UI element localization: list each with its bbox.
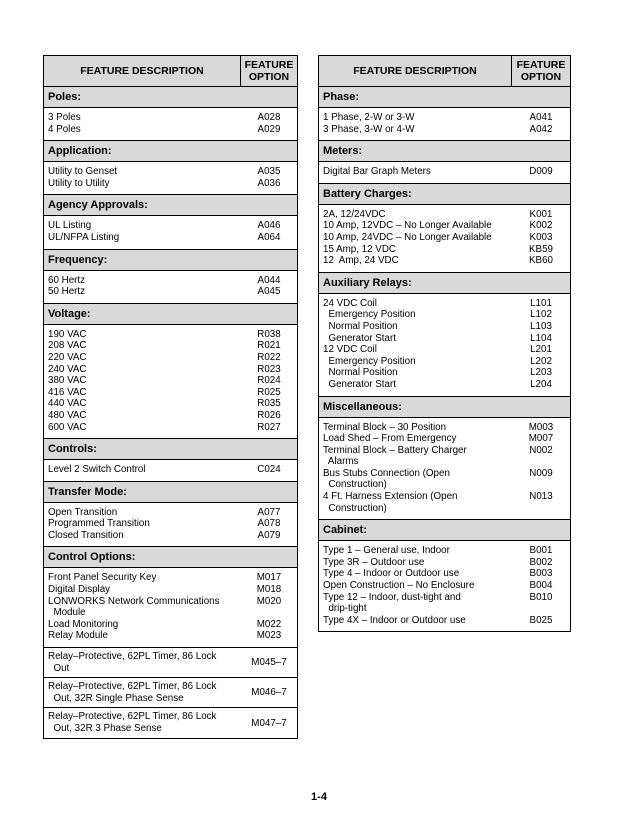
- feature-code: L204: [530, 378, 552, 390]
- relay-option-row: [44, 707, 297, 737]
- feature-code: B010: [529, 591, 553, 603]
- feature-row: [44, 275, 297, 287]
- feature-description: Terminal Block – Battery Charger: [323, 444, 467, 456]
- feature-row: [319, 557, 570, 569]
- feature-row: [44, 375, 297, 387]
- feature-code: D009: [529, 166, 553, 178]
- feature-description: Programmed Transition: [48, 518, 150, 530]
- feature-description: Front Panel Security Key: [48, 572, 157, 584]
- feature-description: Construction): [323, 479, 387, 491]
- section-title: Transfer Mode:: [44, 481, 297, 503]
- feature-description: 4 Poles: [48, 123, 81, 135]
- section-title: Battery Charges:: [319, 183, 570, 205]
- feature-row: [44, 387, 297, 399]
- relay-code: M047–7: [251, 717, 287, 729]
- feature-description: 220 VAC: [48, 351, 87, 363]
- feature-row: [319, 603, 570, 615]
- feature-description: Terminal Block – 30 Position: [323, 421, 447, 433]
- feature-row: [319, 112, 570, 124]
- feature-code: L103: [530, 320, 552, 332]
- feature-code: R025: [257, 386, 281, 398]
- feature-code: R021: [257, 340, 281, 352]
- section: [44, 438, 297, 481]
- feature-description: Type 12 – Indoor, dust-tight and: [323, 591, 461, 603]
- feature-code: K003: [529, 231, 553, 243]
- page-number: 1-4: [311, 791, 327, 803]
- feature-description: 50 Hertz: [48, 286, 86, 298]
- feature-description: 10 Amp, 12VDC – No Longer Available: [323, 220, 492, 232]
- feature-code: L203: [530, 367, 552, 379]
- feature-code: A064: [257, 231, 281, 243]
- feature-code: N009: [529, 467, 553, 479]
- section-title: Meters:: [319, 140, 570, 162]
- relay-description-line: Out: [48, 662, 70, 674]
- feature-code: R023: [257, 363, 281, 375]
- feature-row: [319, 580, 570, 592]
- feature-description: 3 Poles: [48, 112, 81, 123]
- feature-row: [319, 166, 570, 178]
- feature-row: [319, 232, 570, 244]
- relay-code: M046–7: [251, 687, 287, 699]
- feature-row: [319, 468, 570, 480]
- feature-code: M022: [256, 618, 282, 630]
- feature-row: [44, 464, 297, 476]
- feature-description: Load Shed – From Emergency: [323, 433, 457, 445]
- section: [44, 194, 297, 248]
- section: [319, 87, 570, 140]
- feature-row: [44, 286, 297, 298]
- relay-option-row: [44, 677, 297, 707]
- header-description: FEATURE DESCRIPTION: [44, 56, 241, 86]
- feature-code: A041: [529, 112, 553, 123]
- feature-row: [319, 568, 570, 580]
- feature-code: K001: [529, 208, 553, 220]
- feature-code: L201: [530, 344, 552, 356]
- feature-code: A042: [529, 123, 553, 135]
- feature-description: 3 Phase, 3-W or 4-W: [323, 123, 415, 135]
- relay-description-line: Out, 32R 3 Phase Sense: [48, 723, 162, 734]
- header-option: FEATURE OPTION: [244, 59, 294, 83]
- feature-row: [319, 321, 570, 333]
- feature-row: [319, 356, 570, 368]
- relay-description: [44, 711, 241, 734]
- feature-row: [319, 615, 570, 627]
- feature-code: L104: [530, 332, 552, 344]
- section-title: Cabinet:: [319, 519, 570, 541]
- feature-description: Type 4 – Indoor or Outdoor use: [323, 568, 460, 580]
- feature-code: R022: [257, 351, 281, 363]
- feature-code: M007: [528, 433, 554, 445]
- feature-row: [44, 340, 297, 352]
- feature-code: M018: [256, 584, 282, 596]
- feature-description: Utility to Genset: [48, 166, 118, 178]
- section-title: Poles:: [44, 87, 297, 108]
- feature-description: Type 4X – Indoor or Outdoor use: [323, 614, 466, 626]
- feature-row: [44, 507, 297, 519]
- feature-row: [319, 445, 570, 457]
- feature-row: [44, 364, 297, 376]
- section: [319, 519, 570, 631]
- feature-description: 10 Amp, 24VDC – No Longer Available: [323, 231, 492, 243]
- feature-description: Utility to Utility: [48, 177, 110, 189]
- feature-row: [319, 333, 570, 345]
- feature-row: [44, 112, 297, 124]
- section-title: Application:: [44, 140, 297, 162]
- feature-code: A045: [257, 286, 281, 298]
- feature-row: [44, 530, 297, 542]
- feature-code: A036: [257, 177, 281, 189]
- feature-code: A028: [257, 112, 281, 123]
- feature-description: 1 Phase, 2-W or 3-W: [323, 112, 415, 123]
- section: [319, 140, 570, 183]
- feature-code: M003: [528, 421, 554, 433]
- section: [44, 87, 297, 140]
- feature-description: 380 VAC: [48, 375, 87, 387]
- feature-code: B001: [529, 545, 553, 557]
- feature-description: Normal Position: [323, 367, 398, 379]
- feature-code: A029: [257, 123, 281, 135]
- feature-row: [319, 479, 570, 491]
- feature-code: L102: [530, 309, 552, 321]
- feature-row: [44, 352, 297, 364]
- feature-row: [319, 309, 570, 321]
- feature-code: KB59: [529, 243, 553, 255]
- feature-row: [319, 298, 570, 310]
- feature-code: A044: [257, 274, 281, 286]
- feature-code: B004: [529, 580, 553, 592]
- feature-code: A077: [257, 506, 281, 518]
- feature-code: [241, 607, 297, 619]
- feature-row: [44, 398, 297, 410]
- feature-row: [44, 124, 297, 136]
- feature-description: 12 VDC Coil: [323, 344, 377, 356]
- feature-description: 416 VAC: [48, 386, 87, 398]
- feature-row: [44, 619, 297, 631]
- feature-code: R024: [257, 375, 281, 387]
- table-header: [319, 56, 570, 87]
- relay-code: M045–7: [251, 657, 287, 669]
- feature-description: Emergency Position: [323, 309, 416, 321]
- feature-code: B025: [529, 614, 553, 626]
- feature-description: Open Transition: [48, 506, 118, 518]
- feature-description: 480 VAC: [48, 409, 87, 421]
- feature-code: B002: [529, 556, 553, 568]
- feature-description: 208 VAC: [48, 340, 87, 352]
- feature-code: M020: [256, 595, 282, 607]
- feature-description: Closed Transition: [48, 529, 124, 541]
- feature-description: Generator Start: [323, 378, 396, 390]
- feature-description: Digital Display: [48, 584, 111, 596]
- relay-description: [44, 681, 241, 704]
- feature-row: [319, 244, 570, 256]
- feature-description: 600 VAC: [48, 421, 87, 433]
- feature-description: 60 Hertz: [48, 274, 86, 286]
- feature-row: [44, 178, 297, 190]
- feature-code: A079: [257, 529, 281, 541]
- feature-code: A078: [257, 518, 281, 530]
- feature-row: [319, 124, 570, 136]
- feature-row: [44, 572, 297, 584]
- feature-code: KB60: [529, 255, 553, 267]
- right-feature-table: [318, 55, 571, 632]
- feature-description: Digital Bar Graph Meters: [323, 166, 431, 178]
- feature-code: N002: [529, 444, 553, 456]
- feature-row: [44, 410, 297, 422]
- feature-description: 440 VAC: [48, 398, 87, 410]
- feature-description: Generator Start: [323, 332, 396, 344]
- section: [319, 183, 570, 272]
- feature-description: 15 Amp, 12 VDC: [323, 243, 396, 255]
- feature-code: R035: [257, 398, 281, 410]
- feature-description: 12 Amp, 24 VDC: [323, 255, 399, 267]
- feature-code: [512, 603, 570, 615]
- feature-row: [44, 166, 297, 178]
- section: [44, 481, 297, 547]
- feature-code: A035: [257, 166, 281, 178]
- feature-description: Construction): [323, 502, 387, 514]
- section-title: Auxiliary Relays:: [319, 272, 570, 294]
- section-title: Controls:: [44, 438, 297, 460]
- feature-description: Level 2 Switch Control: [48, 464, 146, 476]
- relay-description: [44, 651, 241, 674]
- feature-description: Normal Position: [323, 320, 398, 332]
- section: [44, 249, 297, 303]
- section-title: Voltage:: [44, 303, 297, 325]
- feature-row: [44, 630, 297, 642]
- feature-code: K002: [529, 220, 553, 232]
- section: [319, 272, 570, 396]
- feature-row: [319, 344, 570, 356]
- feature-description: 190 VAC: [48, 328, 87, 340]
- section: [319, 396, 570, 520]
- feature-code: M017: [256, 572, 282, 584]
- feature-description: 4 Ft. Harness Extension (Open: [323, 491, 458, 503]
- feature-code: L101: [530, 297, 552, 309]
- section: [44, 546, 297, 647]
- feature-code: L202: [530, 355, 552, 367]
- feature-row: [319, 456, 570, 468]
- feature-row: [319, 592, 570, 604]
- feature-code: R038: [257, 328, 281, 340]
- feature-row: [319, 220, 570, 232]
- feature-description: UL/NFPA Listing: [48, 231, 120, 243]
- section-title: Control Options:: [44, 546, 297, 568]
- feature-row: [44, 596, 297, 608]
- section-title: Agency Approvals:: [44, 194, 297, 216]
- feature-description: Emergency Position: [323, 355, 416, 367]
- feature-row: [319, 367, 570, 379]
- feature-row: [44, 518, 297, 530]
- feature-code: [512, 456, 570, 468]
- left-feature-table: [43, 55, 298, 739]
- feature-description: Module: [48, 607, 86, 619]
- feature-code: R027: [257, 421, 281, 433]
- header-description: FEATURE DESCRIPTION: [319, 56, 512, 86]
- table-header: [44, 56, 297, 87]
- feature-description: UL Listing: [48, 220, 92, 232]
- feature-row: [44, 422, 297, 434]
- feature-description: Open Construction – No Enclosure: [323, 580, 475, 592]
- feature-code: N013: [529, 491, 553, 503]
- feature-row: [319, 209, 570, 221]
- feature-description: 240 VAC: [48, 363, 87, 375]
- feature-row: [319, 433, 570, 445]
- section: [44, 303, 297, 438]
- feature-code: A046: [257, 220, 281, 232]
- feature-row: [319, 491, 570, 503]
- feature-description: drip-tight: [323, 603, 367, 615]
- feature-description: Type 3R – Outdoor use: [323, 556, 425, 568]
- section: [44, 140, 297, 194]
- feature-description: LONWORKS Network Communications: [48, 595, 220, 607]
- feature-row: [44, 329, 297, 341]
- feature-row: [44, 584, 297, 596]
- feature-description: 24 VDC Coil: [323, 297, 377, 309]
- feature-row: [44, 220, 297, 232]
- relay-option-row: [44, 647, 297, 677]
- relay-description-line: Relay–Protective, 62PL Timer, 86 Lock: [48, 681, 217, 693]
- feature-description: Alarms: [323, 456, 359, 468]
- section-title: Frequency:: [44, 249, 297, 271]
- feature-row: [44, 607, 297, 619]
- feature-row: [319, 422, 570, 434]
- feature-row: [319, 545, 570, 557]
- header-option: FEATURE OPTION: [516, 59, 566, 83]
- feature-code: [512, 479, 570, 491]
- feature-description: Type 1 – General use, Indoor: [323, 545, 450, 557]
- section-title: Miscellaneous:: [319, 396, 570, 418]
- section-title: Phase:: [319, 87, 570, 108]
- relay-description-line: Relay–Protective, 62PL Timer, 86 Lock: [48, 711, 217, 723]
- feature-row: [319, 255, 570, 267]
- feature-row: [319, 379, 570, 391]
- feature-description: Bus Stubs Connection (Open: [323, 467, 450, 479]
- feature-row: [44, 232, 297, 244]
- feature-code: [512, 503, 570, 515]
- feature-code: R026: [257, 409, 281, 421]
- feature-code: B003: [529, 568, 553, 580]
- feature-description: Load Monitoring: [48, 618, 119, 630]
- feature-description: 2A, 12/24VDC: [323, 208, 386, 220]
- feature-code: M023: [256, 630, 282, 642]
- feature-row: [319, 503, 570, 515]
- relay-description-line: Relay–Protective, 62PL Timer, 86 Lock: [48, 651, 217, 663]
- feature-description: Relay Module: [48, 630, 108, 642]
- feature-code: C024: [257, 464, 281, 476]
- relay-description-line: Out, 32R Single Phase Sense: [48, 692, 184, 704]
